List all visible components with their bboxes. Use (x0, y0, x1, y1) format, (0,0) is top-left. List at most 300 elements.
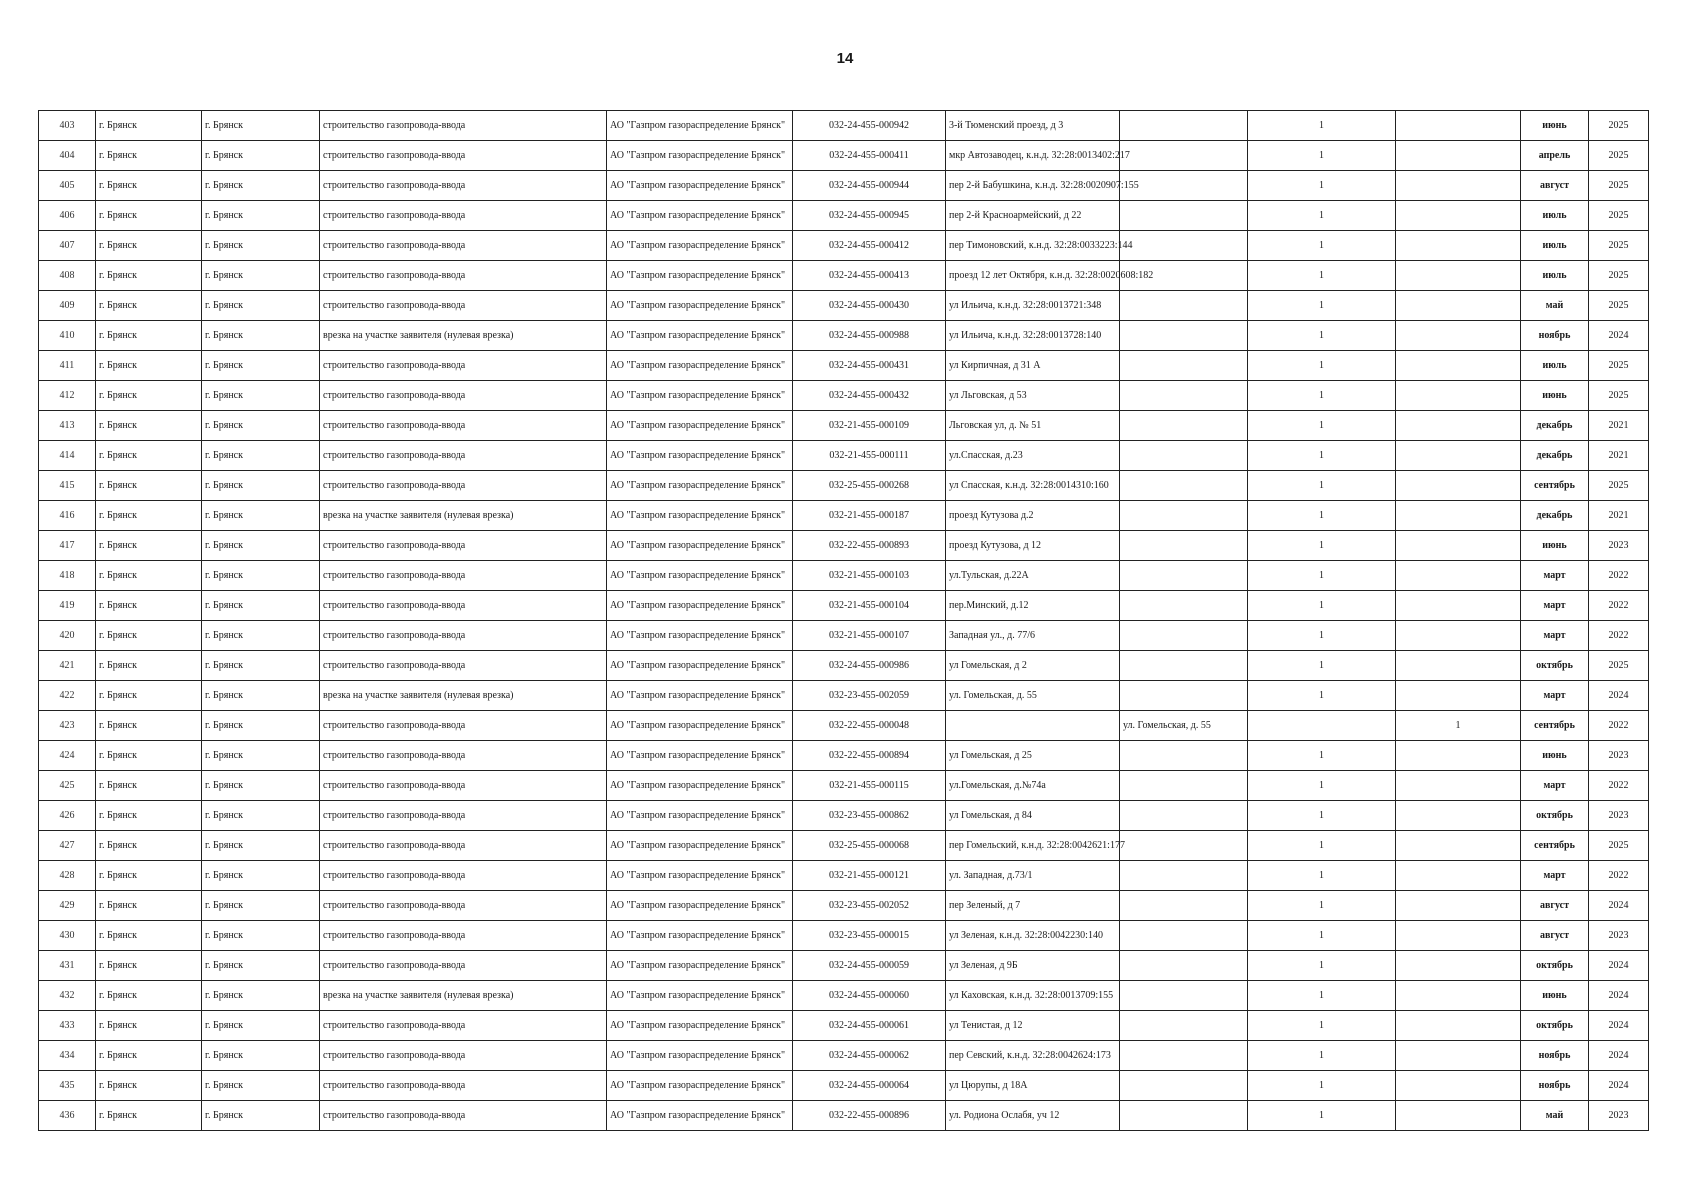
address-alt-cell (1120, 771, 1248, 801)
count-cell: 1 (1248, 861, 1396, 891)
month-cell: май (1521, 291, 1589, 321)
row-number-cell: 404 (39, 141, 96, 171)
month-cell: июнь (1521, 741, 1589, 771)
count-cell: 1 (1248, 351, 1396, 381)
application-code-cell: 032-21-455-000109 (793, 411, 946, 441)
count-cell: 1 (1248, 921, 1396, 951)
organization-cell: АО "Газпром газораспределение Брянск" (607, 951, 793, 981)
application-code-cell: 032-22-455-000896 (793, 1101, 946, 1131)
locality-cell: г. Брянск (96, 111, 202, 141)
month-cell: декабрь (1521, 441, 1589, 471)
count-alt-cell (1396, 1101, 1521, 1131)
count-alt-cell (1396, 651, 1521, 681)
locality-cell: г. Брянск (96, 141, 202, 171)
locality-cell: г. Брянск (96, 381, 202, 411)
month-cell: сентябрь (1521, 831, 1589, 861)
table-row (39, 471, 1649, 501)
work-type-cell: врезка на участке заявителя (нулевая врезка) (320, 681, 607, 711)
city-cell: г. Брянск (202, 681, 320, 711)
organization-cell: АО "Газпром газораспределение Брянск" (607, 261, 793, 291)
table-row (39, 651, 1649, 681)
row-number-cell: 426 (39, 801, 96, 831)
city-cell: г. Брянск (202, 1011, 320, 1041)
count-cell: 1 (1248, 591, 1396, 621)
organization-cell: АО "Газпром газораспределение Брянск" (607, 711, 793, 741)
count-cell: 1 (1248, 201, 1396, 231)
organization-cell: АО "Газпром газораспределение Брянск" (607, 921, 793, 951)
address-cell: ул.Тульская, д.22А (946, 561, 1120, 591)
address-alt-cell (1120, 381, 1248, 411)
organization-cell: АО "Газпром газораспределение Брянск" (607, 981, 793, 1011)
city-cell: г. Брянск (202, 261, 320, 291)
address-alt-cell (1120, 861, 1248, 891)
application-code-cell: 032-21-455-000187 (793, 501, 946, 531)
address-alt-cell (1120, 921, 1248, 951)
year-cell: 2025 (1589, 471, 1649, 501)
organization-cell: АО "Газпром газораспределение Брянск" (607, 621, 793, 651)
organization-cell: АО "Газпром газораспределение Брянск" (607, 1041, 793, 1071)
city-cell: г. Брянск (202, 861, 320, 891)
city-cell: г. Брянск (202, 591, 320, 621)
address-cell: ул Каховская, к.н.д. 32:28:0013709:155 (946, 981, 1120, 1011)
organization-cell: АО "Газпром газораспределение Брянск" (607, 1101, 793, 1131)
row-number-cell: 417 (39, 531, 96, 561)
year-cell: 2021 (1589, 501, 1649, 531)
city-cell: г. Брянск (202, 171, 320, 201)
count-cell: 1 (1248, 321, 1396, 351)
table-row (39, 231, 1649, 261)
count-alt-cell (1396, 621, 1521, 651)
work-type-cell: строительство газопровода-ввода (320, 201, 607, 231)
month-cell: апрель (1521, 141, 1589, 171)
work-type-cell: строительство газопровода-ввода (320, 141, 607, 171)
row-number-cell: 416 (39, 501, 96, 531)
count-alt-cell (1396, 741, 1521, 771)
row-number-cell: 435 (39, 1071, 96, 1101)
locality-cell: г. Брянск (96, 441, 202, 471)
registry-body (39, 111, 1649, 1131)
organization-cell: АО "Газпром газораспределение Брянск" (607, 531, 793, 561)
address-cell: пер Гомельский, к.н.д. 32:28:0042621:177 (946, 831, 1120, 861)
city-cell: г. Брянск (202, 981, 320, 1011)
year-cell: 2022 (1589, 771, 1649, 801)
address-alt-cell (1120, 351, 1248, 381)
address-cell: мкр Автозаводец, к.н.д. 32:28:0013402:217 (946, 141, 1120, 171)
address-cell: 3-й Тюменский проезд, д 3 (946, 111, 1120, 141)
table-row (39, 921, 1649, 951)
count-alt-cell (1396, 441, 1521, 471)
organization-cell: АО "Газпром газораспределение Брянск" (607, 831, 793, 861)
year-cell: 2024 (1589, 1071, 1649, 1101)
work-type-cell: строительство газопровода-ввода (320, 561, 607, 591)
application-code-cell: 032-21-455-000104 (793, 591, 946, 621)
count-alt-cell (1396, 261, 1521, 291)
address-alt-cell (1120, 531, 1248, 561)
application-code-cell: 032-25-455-000068 (793, 831, 946, 861)
application-code-cell: 032-24-455-000411 (793, 141, 946, 171)
table-row (39, 831, 1649, 861)
organization-cell: АО "Газпром газораспределение Брянск" (607, 741, 793, 771)
month-cell: июнь (1521, 111, 1589, 141)
organization-cell: АО "Газпром газораспределение Брянск" (607, 381, 793, 411)
address-cell: пер Тимоновский, к.н.д. 32:28:0033223:144 (946, 231, 1120, 261)
year-cell: 2023 (1589, 801, 1649, 831)
year-cell: 2025 (1589, 141, 1649, 171)
month-cell: июль (1521, 261, 1589, 291)
work-type-cell: строительство газопровода-ввода (320, 381, 607, 411)
table-row (39, 801, 1649, 831)
address-cell: ул. Гомельская, д. 55 (946, 681, 1120, 711)
work-type-cell: строительство газопровода-ввода (320, 801, 607, 831)
work-type-cell: строительство газопровода-ввода (320, 711, 607, 741)
month-cell: март (1521, 561, 1589, 591)
row-number-cell: 425 (39, 771, 96, 801)
application-code-cell: 032-24-455-000412 (793, 231, 946, 261)
city-cell: г. Брянск (202, 201, 320, 231)
count-alt-cell (1396, 1011, 1521, 1041)
row-number-cell: 421 (39, 651, 96, 681)
year-cell: 2022 (1589, 591, 1649, 621)
address-alt-cell (1120, 801, 1248, 831)
address-cell: ул Зеленая, д 9Б (946, 951, 1120, 981)
address-alt-cell (1120, 831, 1248, 861)
city-cell: г. Брянск (202, 441, 320, 471)
row-number-cell: 422 (39, 681, 96, 711)
month-cell: март (1521, 591, 1589, 621)
table-row (39, 1101, 1649, 1131)
table-row (39, 591, 1649, 621)
count-alt-cell (1396, 831, 1521, 861)
year-cell: 2023 (1589, 921, 1649, 951)
address-alt-cell (1120, 111, 1248, 141)
month-cell: сентябрь (1521, 471, 1589, 501)
count-alt-cell (1396, 891, 1521, 921)
table-row (39, 951, 1649, 981)
application-code-cell: 032-24-455-000945 (793, 201, 946, 231)
address-cell: ул.Спасская, д.23 (946, 441, 1120, 471)
count-alt-cell (1396, 231, 1521, 261)
year-cell: 2023 (1589, 1101, 1649, 1131)
row-number-cell: 430 (39, 921, 96, 951)
address-cell: проезд Кутузова, д 12 (946, 531, 1120, 561)
address-alt-cell (1120, 411, 1248, 441)
address-alt-cell (1120, 951, 1248, 981)
table-row (39, 261, 1649, 291)
table-row (39, 681, 1649, 711)
table-row (39, 711, 1649, 741)
count-cell: 1 (1248, 501, 1396, 531)
locality-cell: г. Брянск (96, 321, 202, 351)
city-cell: г. Брянск (202, 741, 320, 771)
year-cell: 2023 (1589, 531, 1649, 561)
year-cell: 2025 (1589, 291, 1649, 321)
count-alt-cell (1396, 501, 1521, 531)
organization-cell: АО "Газпром газораспределение Брянск" (607, 111, 793, 141)
address-alt-cell: ул. Гомельская, д. 55 (1120, 711, 1248, 741)
address-alt-cell (1120, 561, 1248, 591)
count-cell: 1 (1248, 771, 1396, 801)
locality-cell: г. Брянск (96, 771, 202, 801)
organization-cell: АО "Газпром газораспределение Брянск" (607, 171, 793, 201)
month-cell: октябрь (1521, 1011, 1589, 1041)
month-cell: июль (1521, 351, 1589, 381)
locality-cell: г. Брянск (96, 1071, 202, 1101)
count-alt-cell (1396, 1041, 1521, 1071)
address-cell: ул Тенистая, д 12 (946, 1011, 1120, 1041)
application-code-cell: 032-24-455-000986 (793, 651, 946, 681)
organization-cell: АО "Газпром газораспределение Брянск" (607, 591, 793, 621)
row-number-cell: 434 (39, 1041, 96, 1071)
address-alt-cell (1120, 501, 1248, 531)
work-type-cell: строительство газопровода-ввода (320, 591, 607, 621)
address-cell: ул Льговская, д 53 (946, 381, 1120, 411)
organization-cell: АО "Газпром газораспределение Брянск" (607, 501, 793, 531)
address-cell: пер.Минский, д.12 (946, 591, 1120, 621)
locality-cell: г. Брянск (96, 501, 202, 531)
year-cell: 2022 (1589, 561, 1649, 591)
application-code-cell: 032-21-455-000121 (793, 861, 946, 891)
table-row (39, 411, 1649, 441)
table-row (39, 1011, 1649, 1041)
city-cell: г. Брянск (202, 531, 320, 561)
table-row (39, 321, 1649, 351)
work-type-cell: строительство газопровода-ввода (320, 771, 607, 801)
address-cell: ул Ильича, к.н.д. 32:28:0013721:348 (946, 291, 1120, 321)
year-cell: 2021 (1589, 411, 1649, 441)
count-cell: 1 (1248, 531, 1396, 561)
count-alt-cell (1396, 201, 1521, 231)
locality-cell: г. Брянск (96, 561, 202, 591)
year-cell: 2025 (1589, 351, 1649, 381)
organization-cell: АО "Газпром газораспределение Брянск" (607, 1011, 793, 1041)
month-cell: октябрь (1521, 801, 1589, 831)
count-cell: 1 (1248, 621, 1396, 651)
count-alt-cell (1396, 471, 1521, 501)
locality-cell: г. Брянск (96, 981, 202, 1011)
count-cell: 1 (1248, 261, 1396, 291)
application-code-cell: 032-21-455-000103 (793, 561, 946, 591)
month-cell: август (1521, 171, 1589, 201)
count-cell: 1 (1248, 891, 1396, 921)
locality-cell: г. Брянск (96, 711, 202, 741)
table-row (39, 531, 1649, 561)
count-cell: 1 (1248, 801, 1396, 831)
work-type-cell: строительство газопровода-ввода (320, 411, 607, 441)
application-code-cell: 032-24-455-000059 (793, 951, 946, 981)
application-code-cell: 032-21-455-000115 (793, 771, 946, 801)
month-cell: июль (1521, 231, 1589, 261)
application-code-cell: 032-25-455-000268 (793, 471, 946, 501)
work-type-cell: строительство газопровода-ввода (320, 951, 607, 981)
city-cell: г. Брянск (202, 321, 320, 351)
city-cell: г. Брянск (202, 231, 320, 261)
work-type-cell: строительство газопровода-ввода (320, 621, 607, 651)
row-number-cell: 429 (39, 891, 96, 921)
locality-cell: г. Брянск (96, 651, 202, 681)
address-alt-cell (1120, 741, 1248, 771)
month-cell: март (1521, 681, 1589, 711)
count-cell: 1 (1248, 1101, 1396, 1131)
table-row (39, 861, 1649, 891)
year-cell: 2025 (1589, 261, 1649, 291)
address-cell: Льговская ул, д. № 51 (946, 411, 1120, 441)
count-alt-cell (1396, 801, 1521, 831)
organization-cell: АО "Газпром газораспределение Брянск" (607, 1071, 793, 1101)
work-type-cell: строительство газопровода-ввода (320, 471, 607, 501)
work-type-cell: строительство газопровода-ввода (320, 741, 607, 771)
month-cell: август (1521, 891, 1589, 921)
organization-cell: АО "Газпром газораспределение Брянск" (607, 891, 793, 921)
locality-cell: г. Брянск (96, 201, 202, 231)
year-cell: 2024 (1589, 321, 1649, 351)
work-type-cell: строительство газопровода-ввода (320, 891, 607, 921)
address-cell: ул Спасская, к.н.д. 32:28:0014310:160 (946, 471, 1120, 501)
registry-table (38, 110, 1649, 1131)
count-cell: 1 (1248, 411, 1396, 441)
year-cell: 2021 (1589, 441, 1649, 471)
month-cell: июнь (1521, 531, 1589, 561)
count-alt-cell (1396, 351, 1521, 381)
work-type-cell: строительство газопровода-ввода (320, 261, 607, 291)
application-code-cell: 032-24-455-000430 (793, 291, 946, 321)
table-row (39, 561, 1649, 591)
application-code-cell: 032-22-455-000048 (793, 711, 946, 741)
row-number-cell: 418 (39, 561, 96, 591)
year-cell: 2024 (1589, 951, 1649, 981)
table-row (39, 501, 1649, 531)
application-code-cell: 032-23-455-000862 (793, 801, 946, 831)
address-cell: пер 2-й Красноармейский, д 22 (946, 201, 1120, 231)
city-cell: г. Брянск (202, 801, 320, 831)
year-cell: 2024 (1589, 981, 1649, 1011)
address-alt-cell (1120, 891, 1248, 921)
row-number-cell: 405 (39, 171, 96, 201)
work-type-cell: строительство газопровода-ввода (320, 441, 607, 471)
city-cell: г. Брянск (202, 351, 320, 381)
work-type-cell: строительство газопровода-ввода (320, 531, 607, 561)
address-cell: ул Гомельская, д 25 (946, 741, 1120, 771)
organization-cell: АО "Газпром газораспределение Брянск" (607, 651, 793, 681)
row-number-cell: 423 (39, 711, 96, 741)
row-number-cell: 431 (39, 951, 96, 981)
row-number-cell: 409 (39, 291, 96, 321)
city-cell: г. Брянск (202, 951, 320, 981)
count-cell: 1 (1248, 291, 1396, 321)
locality-cell: г. Брянск (96, 621, 202, 651)
row-number-cell: 428 (39, 861, 96, 891)
address-alt-cell (1120, 321, 1248, 351)
application-code-cell: 032-24-455-000942 (793, 111, 946, 141)
city-cell: г. Брянск (202, 921, 320, 951)
address-cell: ул Ильича, к.н.д. 32:28:0013728:140 (946, 321, 1120, 351)
year-cell: 2024 (1589, 1011, 1649, 1041)
year-cell: 2022 (1589, 861, 1649, 891)
count-cell: 1 (1248, 561, 1396, 591)
count-cell: 1 (1248, 681, 1396, 711)
count-alt-cell (1396, 291, 1521, 321)
count-alt-cell: 1 (1396, 711, 1521, 741)
address-alt-cell (1120, 441, 1248, 471)
table-row (39, 171, 1649, 201)
city-cell: г. Брянск (202, 711, 320, 741)
month-cell: октябрь (1521, 651, 1589, 681)
count-alt-cell (1396, 981, 1521, 1011)
address-alt-cell (1120, 1101, 1248, 1131)
year-cell: 2025 (1589, 381, 1649, 411)
year-cell: 2025 (1589, 231, 1649, 261)
table-row (39, 891, 1649, 921)
work-type-cell: врезка на участке заявителя (нулевая врезка) (320, 321, 607, 351)
address-cell: пер Севский, к.н.д. 32:28:0042624:173 (946, 1041, 1120, 1071)
count-cell: 1 (1248, 231, 1396, 261)
count-alt-cell (1396, 561, 1521, 591)
count-alt-cell (1396, 171, 1521, 201)
application-code-cell: 032-24-455-000431 (793, 351, 946, 381)
year-cell: 2025 (1589, 651, 1649, 681)
table-row (39, 381, 1649, 411)
row-number-cell: 410 (39, 321, 96, 351)
organization-cell: АО "Газпром газораспределение Брянск" (607, 801, 793, 831)
work-type-cell: строительство газопровода-ввода (320, 1101, 607, 1131)
locality-cell: г. Брянск (96, 411, 202, 441)
year-cell: 2022 (1589, 711, 1649, 741)
count-cell: 1 (1248, 831, 1396, 861)
application-code-cell: 032-24-455-000432 (793, 381, 946, 411)
row-number-cell: 403 (39, 111, 96, 141)
application-code-cell: 032-23-455-000015 (793, 921, 946, 951)
count-alt-cell (1396, 951, 1521, 981)
row-number-cell: 424 (39, 741, 96, 771)
row-number-cell: 414 (39, 441, 96, 471)
application-code-cell: 032-24-455-000064 (793, 1071, 946, 1101)
city-cell: г. Брянск (202, 501, 320, 531)
work-type-cell: строительство газопровода-ввода (320, 171, 607, 201)
application-code-cell: 032-21-455-000107 (793, 621, 946, 651)
organization-cell: АО "Газпром газораспределение Брянск" (607, 291, 793, 321)
count-cell: 1 (1248, 471, 1396, 501)
application-code-cell: 032-22-455-000894 (793, 741, 946, 771)
month-cell: март (1521, 861, 1589, 891)
count-cell: 1 (1248, 1041, 1396, 1071)
count-alt-cell (1396, 681, 1521, 711)
address-cell (946, 711, 1120, 741)
count-alt-cell (1396, 921, 1521, 951)
count-alt-cell (1396, 111, 1521, 141)
work-type-cell: врезка на участке заявителя (нулевая врезка) (320, 501, 607, 531)
count-alt-cell (1396, 531, 1521, 561)
count-cell: 1 (1248, 1011, 1396, 1041)
month-cell: июнь (1521, 981, 1589, 1011)
month-cell: март (1521, 771, 1589, 801)
city-cell: г. Брянск (202, 471, 320, 501)
address-cell: проезд Кутузова д.2 (946, 501, 1120, 531)
row-number-cell: 420 (39, 621, 96, 651)
year-cell: 2024 (1589, 1041, 1649, 1071)
row-number-cell: 433 (39, 1011, 96, 1041)
address-cell: пер 2-й Бабушкина, к.н.д. 32:28:0020907:155 (946, 171, 1120, 201)
application-code-cell: 032-24-455-000060 (793, 981, 946, 1011)
month-cell: июнь (1521, 381, 1589, 411)
work-type-cell: врезка на участке заявителя (нулевая врезка) (320, 981, 607, 1011)
application-code-cell: 032-24-455-000988 (793, 321, 946, 351)
organization-cell: АО "Газпром газораспределение Брянск" (607, 321, 793, 351)
table-row (39, 141, 1649, 171)
count-cell (1248, 711, 1396, 741)
work-type-cell: строительство газопровода-ввода (320, 231, 607, 261)
work-type-cell: строительство газопровода-ввода (320, 831, 607, 861)
row-number-cell: 412 (39, 381, 96, 411)
row-number-cell: 408 (39, 261, 96, 291)
